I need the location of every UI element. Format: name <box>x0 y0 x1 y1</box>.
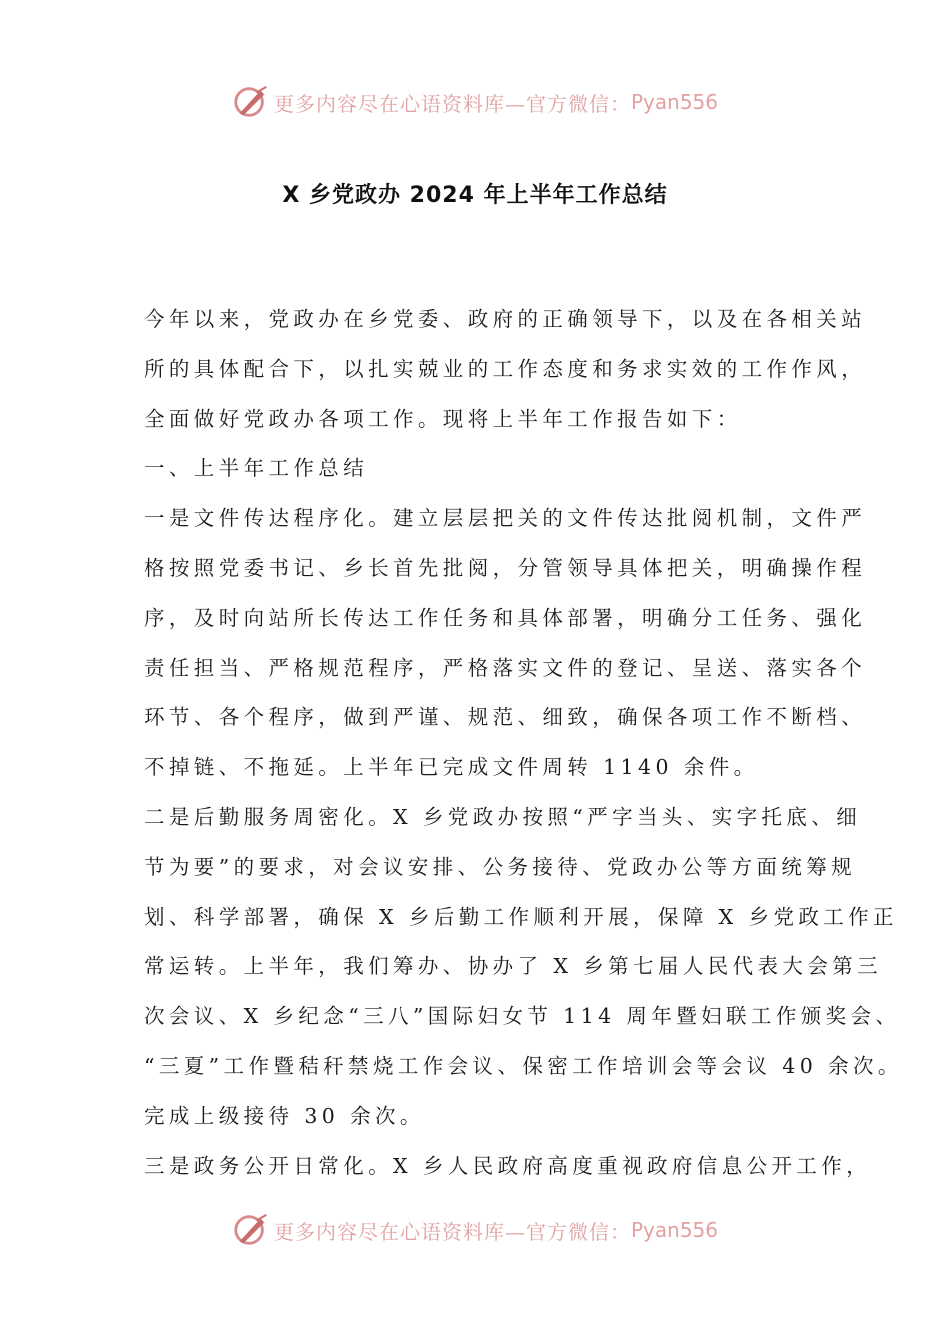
body-line: 次会议、X 乡纪念“三八”国际妇女节 114 周年暨妇联工作颁奖会、 <box>144 1004 901 1029</box>
body-line: 三是政务公开日常化。X 乡人民政府高度重视政府信息公开工作， <box>144 1153 872 1178</box>
watermark-account: Pyan556 <box>630 1218 718 1242</box>
body-line: 节为要”的要求，对会议安排、公务接待、党政办公等方面统筹规 <box>144 854 857 879</box>
body-line: 责任担当、严格规范程序，严格落实文件的登记、呈送、落实各个 <box>144 655 867 680</box>
body-line: 全面做好党政办各项工作。现将上半年工作报告如下： <box>144 406 742 431</box>
watermark-text: 更多内容尽在心语资料库—官方微信： <box>273 1219 631 1244</box>
watermark-banner-bottom <box>0 1210 950 1250</box>
document-body <box>144 298 903 1194</box>
body-line: 一是文件传达程序化。建立层层把关的文件传达批阅机制，文件严 <box>144 506 867 531</box>
watermark-text: 更多内容尽在心语资料库—官方微信： <box>273 91 631 116</box>
body-line: 序，及时向站所长传达工作任务和具体部署，明确分工任务、强化 <box>144 605 867 630</box>
body-line: 常运转。上半年，我们筹办、协办了 X 乡第七届人民代表大会第三 <box>144 954 883 979</box>
pen-logo-icon <box>232 1211 270 1249</box>
body-line: 二是后勤服务周密化。X 乡党政办按照“严字当头、实字托底、细 <box>144 804 862 829</box>
body-line: 环节、各个程序，做到严谨、规范、细致，确保各项工作不断档、 <box>144 705 867 730</box>
pen-logo-icon <box>232 83 270 121</box>
document-title: X 乡党政办 2024 年上半年工作总结 <box>282 183 668 208</box>
body-line: 所的具体配合下，以扎实兢业的工作态度和务求实效的工作作风， <box>144 356 867 381</box>
body-line: 划、科学部署，确保 X 乡后勤工作顺利开展，保障 X 乡党政工作正 <box>144 904 898 929</box>
body-line: 今年以来，党政办在乡党委、政府的正确领导下，以及在各相关站 <box>144 307 867 331</box>
body-line: 格按照党委书记、乡长首先批阅，分管领导具体把关，明确操作程 <box>144 555 867 580</box>
body-line: “三夏”工作暨秸秆禁烧工作会议、保密工作培训会等会议 40 余次。 <box>144 1053 903 1078</box>
body-line: 不掉链、不拖延。上半年已完成文件周转 1140 余件。 <box>144 755 759 780</box>
watermark-account: Pyan556 <box>630 90 718 114</box>
body-line: 完成上级接待 30 余次。 <box>144 1103 425 1128</box>
section-heading: 一、上半年工作总结 <box>144 456 369 481</box>
watermark-banner-top <box>0 82 950 122</box>
